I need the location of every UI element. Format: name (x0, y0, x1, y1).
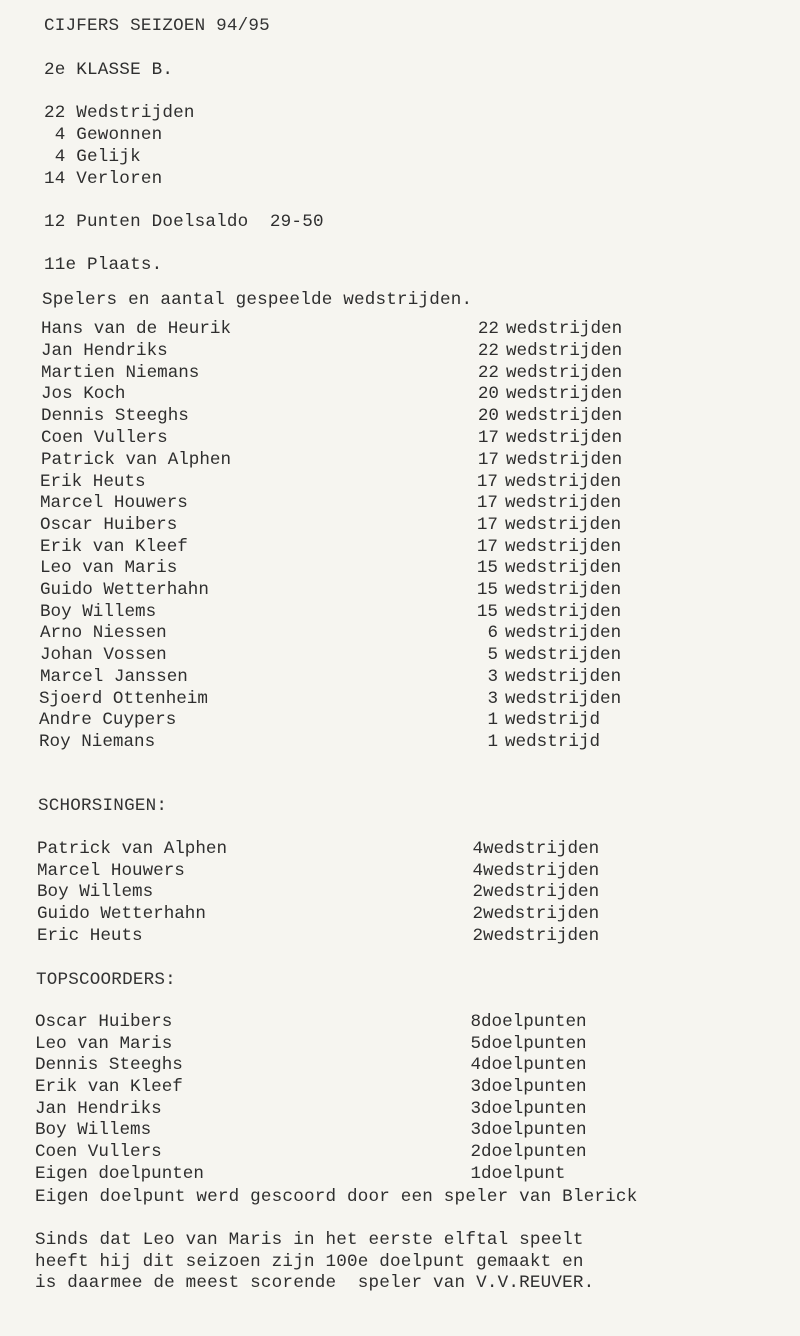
own-goal-note: Eigen doelpunt werd gescoord door een speler van Blerick (35, 1187, 638, 1207)
closing-line: Sinds dat Leo van Maris in het eerste elftal speelt (35, 1230, 584, 1250)
player-name: Patrick van Alphen (41, 450, 232, 470)
player-row (41, 363, 641, 385)
player-match-count: 1 (487, 710, 498, 730)
closing-line: heeft hij dit seizoen zijn 100e doelpunt gemaakt en (35, 1252, 584, 1272)
player-row (39, 710, 639, 732)
player-name: Boy Willems (40, 602, 157, 622)
player-name: Jan Hendriks (41, 341, 168, 361)
stat-matches: 22 Wedstrijden (44, 103, 195, 123)
player-match-unit: wedstrijden (505, 493, 622, 513)
player-match-unit: wedstrijden (506, 363, 623, 383)
player-match-unit: wedstrijden (505, 515, 622, 535)
player-row (40, 623, 640, 645)
player-match-count: 17 (476, 537, 498, 557)
player-row (40, 645, 640, 667)
suspension-unit: wedstrijden (483, 926, 600, 946)
player-match-count: 17 (476, 515, 498, 535)
goal-unit: doelpunten (481, 1034, 587, 1054)
player-name: Martien Niemans (41, 363, 200, 383)
player-row (41, 384, 641, 406)
division-label: 2e KLASSE B. (44, 60, 174, 80)
suspension-row (37, 926, 637, 948)
player-match-unit: wedstrijden (506, 428, 623, 448)
player-row (41, 341, 641, 363)
player-name: Jan Hendriks (35, 1099, 162, 1119)
goal-unit: doelpunten (481, 1099, 587, 1119)
player-row (40, 515, 640, 537)
points-goal-difference: 12 Punten Doelsaldo 29-50 (44, 212, 324, 232)
goal-unit: doelpunten (481, 1077, 587, 1097)
player-match-unit: wedstrijden (505, 602, 622, 622)
goal-count: 4 (470, 1055, 481, 1075)
player-match-count: 20 (477, 384, 499, 404)
league-position: 11e Plaats. (44, 255, 163, 275)
players-heading: Spelers en aantal gespeelde wedstrijden. (42, 290, 473, 310)
topscorers-heading: TOPSCOORDERS: (36, 970, 176, 990)
player-name: Coen Vullers (35, 1142, 162, 1162)
player-row (39, 732, 639, 754)
stat-draw: 4 Gelijk (44, 147, 141, 167)
player-name: Erik van Kleef (40, 537, 188, 557)
player-row (40, 472, 640, 494)
scorer-row (35, 1012, 635, 1034)
player-match-unit: wedstrijden (505, 623, 622, 643)
player-name: Coen Vullers (41, 428, 168, 448)
player-name: Oscar Huibers (35, 1012, 173, 1032)
goal-unit: doelpunt (481, 1164, 566, 1184)
player-name: Hans van de Heurik (41, 319, 232, 339)
player-match-unit: wedstrijden (505, 558, 622, 578)
player-match-unit: wedstrijden (506, 450, 623, 470)
player-row (40, 537, 640, 559)
scorer-row (35, 1120, 635, 1142)
player-match-count: 17 (476, 493, 498, 513)
player-match-count: 17 (477, 450, 499, 470)
player-match-unit: wedstrijden (505, 472, 622, 492)
scorer-row (35, 1077, 635, 1099)
player-match-unit: wedstrijden (506, 406, 623, 426)
player-row (39, 689, 639, 711)
scorer-row (35, 1034, 635, 1056)
goal-count: 3 (470, 1077, 481, 1097)
suspension-count: 2 (472, 904, 483, 924)
player-name: Dennis Steeghs (41, 406, 189, 426)
goal-count: 2 (470, 1142, 481, 1162)
player-row (41, 406, 641, 428)
player-match-unit: wedstrijden (506, 341, 623, 361)
player-match-count: 22 (477, 363, 499, 383)
player-name: Oscar Huibers (40, 515, 178, 535)
suspension-count: 4 (472, 839, 483, 859)
scorer-row (35, 1164, 635, 1186)
player-row (41, 450, 641, 472)
player-name: Marcel Janssen (40, 667, 188, 687)
player-name: Boy Willems (35, 1120, 152, 1140)
scorer-row (35, 1142, 635, 1164)
goal-unit: doelpunten (481, 1142, 587, 1162)
closing-line: is daarmee de meest scorende speler van V.V.REUVER. (35, 1273, 595, 1293)
scorer-row (35, 1099, 635, 1121)
player-match-unit: wedstrijden (505, 537, 622, 557)
player-name: Dennis Steeghs (35, 1055, 183, 1075)
player-name: Eigen doelpunten (35, 1164, 204, 1184)
player-match-unit: wedstrijden (505, 667, 622, 687)
player-row (40, 493, 640, 515)
player-name: Guido Wetterhahn (40, 580, 209, 600)
stat-lost: 14 Verloren (44, 169, 163, 189)
player-row (40, 580, 640, 602)
player-match-count: 17 (476, 472, 498, 492)
player-match-unit: wedstrijden (505, 689, 622, 709)
player-match-unit: wedstrijd (505, 732, 601, 752)
player-name: Sjoerd Ottenheim (39, 689, 208, 709)
player-match-count: 15 (476, 580, 498, 600)
suspension-count: 2 (472, 926, 483, 946)
goal-unit: doelpunten (481, 1055, 587, 1075)
goal-count: 3 (470, 1099, 481, 1119)
player-name: Guido Wetterhahn (37, 904, 206, 924)
player-name: Marcel Houwers (37, 861, 185, 881)
player-match-count: 5 (487, 645, 498, 665)
player-match-count: 22 (477, 341, 499, 361)
suspension-row (37, 861, 637, 883)
goal-count: 3 (470, 1120, 481, 1140)
goal-unit: doelpunten (481, 1012, 587, 1032)
player-match-count: 20 (477, 406, 499, 426)
goal-count: 1 (470, 1164, 481, 1184)
player-row (41, 319, 641, 341)
player-match-count: 3 (487, 689, 498, 709)
player-match-count: 6 (487, 623, 498, 643)
document-title: CIJFERS SEIZOEN 94/95 (44, 16, 270, 36)
player-name: Leo van Maris (35, 1034, 173, 1054)
player-name: Marcel Houwers (40, 493, 188, 513)
suspension-row (37, 839, 637, 861)
player-name: Patrick van Alphen (37, 839, 228, 859)
suspension-unit: wedstrijden (483, 839, 600, 859)
player-name: Jos Koch (41, 384, 126, 404)
suspension-row (37, 882, 637, 904)
player-match-unit: wedstrijd (505, 710, 601, 730)
player-match-unit: wedstrijden (506, 384, 623, 404)
player-name: Boy Willems (37, 882, 154, 902)
player-match-count: 22 (477, 319, 499, 339)
player-name: Arno Niessen (40, 623, 167, 643)
suspension-count: 4 (472, 861, 483, 881)
player-name: Johan Vossen (40, 645, 167, 665)
player-match-unit: wedstrijden (506, 319, 623, 339)
player-name: Erik Heuts (40, 472, 146, 492)
player-match-count: 15 (476, 602, 498, 622)
player-row (40, 667, 640, 689)
player-match-count: 15 (476, 558, 498, 578)
player-name: Roy Niemans (39, 732, 156, 752)
player-match-count: 1 (487, 732, 498, 752)
player-match-count: 17 (477, 428, 499, 448)
suspension-unit: wedstrijden (483, 882, 600, 902)
player-row (41, 428, 641, 450)
player-row (40, 602, 640, 624)
suspension-unit: wedstrijden (483, 904, 600, 924)
suspension-row (37, 904, 637, 926)
stat-won: 4 Gewonnen (44, 125, 163, 145)
player-name: Leo van Maris (40, 558, 178, 578)
suspensions-heading: SCHORSINGEN: (38, 796, 168, 816)
player-match-count: 3 (487, 667, 498, 687)
player-name: Andre Cuypers (39, 710, 177, 730)
player-name: Eric Heuts (37, 926, 143, 946)
player-match-unit: wedstrijden (505, 580, 622, 600)
player-match-unit: wedstrijden (505, 645, 622, 665)
suspension-unit: wedstrijden (483, 861, 600, 881)
scorer-row (35, 1055, 635, 1077)
player-name: Erik van Kleef (35, 1077, 183, 1097)
goal-count: 8 (470, 1012, 481, 1032)
player-row (40, 558, 640, 580)
goal-unit: doelpunten (481, 1120, 587, 1140)
suspension-count: 2 (472, 882, 483, 902)
goal-count: 5 (470, 1034, 481, 1054)
